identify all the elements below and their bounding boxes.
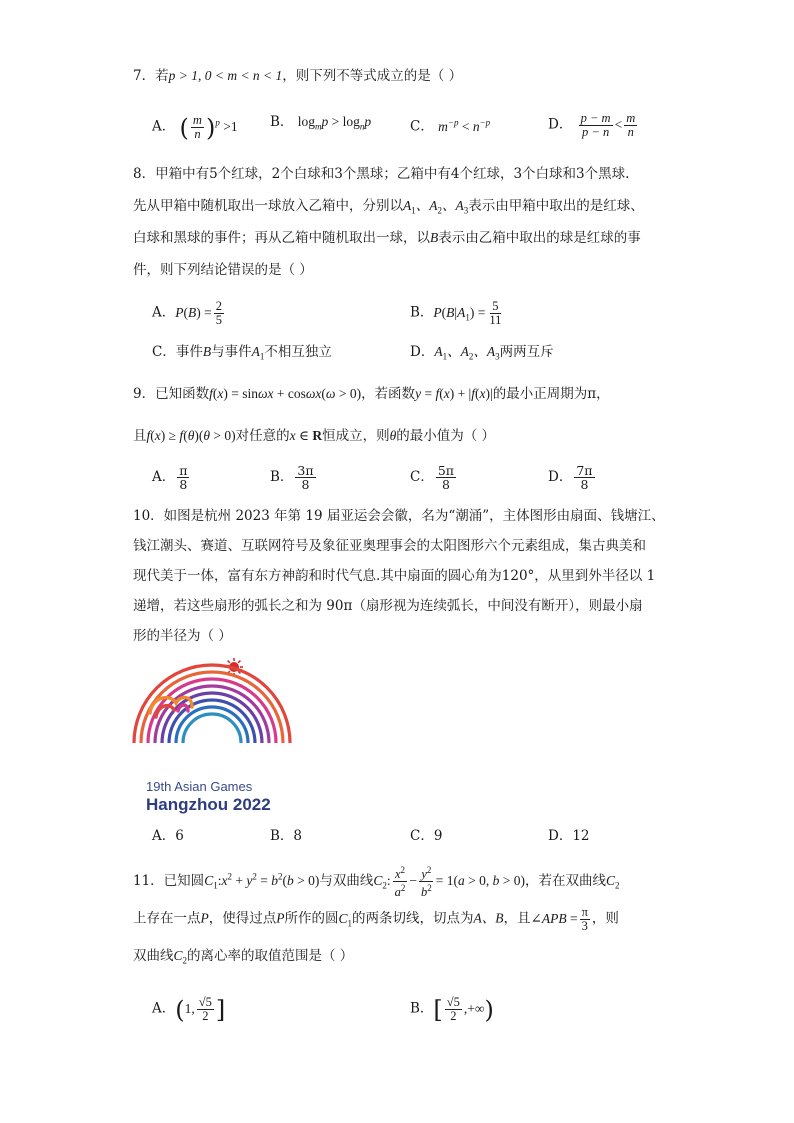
q10-option-b: B．8: [270, 828, 303, 844]
q11-option-b: [410, 996, 494, 1023]
q9-line2-c: 恒成立，则: [322, 428, 390, 444]
q9-option-a: [152, 464, 191, 491]
q9-option-b: [270, 464, 318, 491]
q8-option-a: [152, 300, 226, 327]
q11-option-a-letter: A．: [152, 1000, 176, 1017]
q10-line2: 钱江潮头、赛道、互联网符号及象征亚奥理事会的太阳图形六个元素组成，集古典美和: [133, 538, 646, 554]
q11-option-b-expr: [ $\frac{√5}{2}$ ,+∞): [433, 995, 494, 1024]
q8-option-c-a1: $A_1$: [251, 344, 265, 362]
q11-option-a: [152, 996, 225, 1023]
q8-line4: 件，则下列结论错误的是（ ）: [133, 262, 313, 278]
q9-option-c-frac: [436, 464, 456, 491]
q11-line2-a: 上存在一点: [133, 910, 201, 927]
q11-line3-b: 的离心率的取值范围是（ ）: [187, 948, 354, 964]
q9-line2-d: 的最小值为（ ）: [396, 428, 496, 444]
q9-option-c-letter: C．: [410, 469, 434, 485]
q10-line1: 10．如图是杭州 2023 年第 19 届亚运会会徽，名为“潮涌”，主体图形由扇面、钱塘江、: [133, 508, 665, 524]
q11-line1: [133, 864, 619, 899]
q8-line2: [133, 196, 644, 221]
asian-games-emblem-icon: [130, 655, 300, 780]
q10-line5: 形的半径为（ ）: [133, 628, 232, 644]
q8-option-c-a: C．事件: [152, 344, 203, 360]
q7-option-b-letter: B．: [270, 114, 294, 130]
q8-line1: 8．甲箱中有5个红球，2个白球和3个黑球；乙箱中有4个红球，3个白球和3个黑球.: [133, 166, 630, 182]
q10-line3: 现代美于一体，富有东方神韵和时代气息.其中扇面的圆心角为120°，从里到外半径以 1: [133, 568, 656, 584]
q7-suffix: ，则下列不等式成立的是（ ）: [282, 68, 463, 84]
q8-option-a-letter: A．: [152, 304, 176, 321]
q9-line2-a: 且: [133, 428, 147, 444]
q8-option-a-expr: P(B) = $\frac{2}{5}$: [175, 299, 222, 327]
q9-option-d: [548, 464, 597, 491]
q9-line1: 9．已知函数f(x) = sinωx + cosωx(ω > 0)，若函数y = f(x) + |f(x)|的最小正周期为π，: [133, 386, 610, 402]
q8-events: $A_1$、$A_2$、$A_3$: [403, 198, 469, 216]
q9-option-b-num: 3π: [297, 463, 314, 478]
q7-option-a-expr: ( $\frac{m}{n}$ )$^p$ >1: [179, 112, 238, 142]
q9-option-a-frac: [177, 464, 189, 491]
q7-option-a: [152, 112, 238, 141]
q7-option-d-expr: $\frac{p - m}{p - n}$ < $\frac{m}{n}$: [580, 111, 636, 139]
q8-option-c-b: B: [202, 344, 212, 359]
q7-prefix: 7．若: [133, 68, 169, 84]
q11-line1-a: 11．已知圆: [133, 872, 205, 889]
q9-line1-b: ，若函数: [361, 386, 416, 402]
q11-line1-b: 与双曲线: [319, 872, 374, 889]
asian-games-logo: [130, 655, 300, 820]
q7-option-c: [410, 112, 490, 137]
q8-line2-a: 先从甲箱中随机取出一球放入乙箱中，分别以: [133, 198, 403, 214]
q7-option-a-letter: A．: [152, 118, 176, 135]
q9-domain: x ∈ R: [289, 428, 323, 443]
q9-option-b-letter: B．: [270, 469, 294, 485]
q9-option-d-den: 8: [580, 477, 589, 492]
q11-hyperbola: $C_2$: $\frac{x^2}{a^2}$ − $\frac{y^2}{b^2}$ = 1(a > 0, b > 0): [373, 865, 525, 900]
q7-option-d: [548, 112, 639, 139]
q11-line2-d: 的两条切线，切点为: [352, 910, 474, 927]
q9-option-c-num: 5π: [437, 463, 455, 478]
q7-option-b-expr: $\log_mp > \log_np$: [297, 114, 372, 132]
q8-option-c-mid: 与事件: [211, 344, 252, 360]
q9-option-d-frac: [574, 464, 594, 491]
q8-line2-b: 表示由甲箱中取出的是红球、: [468, 198, 644, 214]
q9-option-b-den: 8: [301, 477, 310, 492]
q7-option-c-letter: C．: [410, 118, 434, 135]
q9-line2-b: 对任意的: [235, 428, 290, 444]
logo-caption-line2: Hangzhou 2022: [146, 795, 271, 814]
q9-theta: θ: [389, 428, 397, 443]
q11-line2-c: 所作的圆: [284, 910, 339, 927]
q11-line2-f: ，则: [591, 910, 619, 927]
q9-option-c-den: 8: [441, 477, 450, 492]
q11-line1-c: ，若在双曲线: [524, 872, 606, 889]
q9-option-d-num: 7π: [576, 463, 593, 478]
q8-option-d-events: $A_1$、$A_2$、$A_3$: [434, 344, 500, 362]
q10-option-d: D．12: [548, 828, 590, 844]
q11-line2-e: ，且: [503, 910, 531, 927]
q8-option-d-end: 两两互斥: [499, 344, 554, 360]
q9-option-b-frac: [295, 464, 315, 491]
q11-line3-a: 双曲线: [133, 948, 174, 964]
q9-option-a-letter: A．: [152, 469, 176, 485]
q8-option-b-expr: $P(B|A_1)$ = $\frac{5}{11}$: [433, 299, 502, 327]
q9-function: f(x) = sinωx + cosωx(ω > 0): [209, 386, 362, 401]
q8-option-d: [410, 342, 554, 367]
q11-option-a-expr: (1, $\frac{√5}{2}$ ]: [175, 995, 226, 1024]
q7-option-d-letter: D．: [548, 116, 573, 133]
q9-inequality: f(x) ≥ f(θ)(θ > 0): [146, 428, 236, 443]
q9-option-a-num: π: [179, 463, 188, 478]
q7-stem: [133, 66, 462, 86]
q9-line1-c: 的最小正周期为: [492, 386, 588, 402]
q10-option-c: C．9: [410, 828, 443, 844]
q11-angle: ∠APB = $\frac{\pi}{3}$: [530, 905, 588, 933]
q9-option-c: [410, 464, 458, 491]
q9-option-d-letter: D．: [548, 469, 573, 485]
q9-function-y: y = f(x) + |f(x)|: [415, 386, 493, 401]
q7-option-b: [270, 112, 371, 137]
logo-caption-line1: 19th Asian Games: [146, 779, 253, 794]
q8-option-c-end: 不相互独立: [264, 344, 332, 360]
q11-c2: $C_2$: [605, 872, 620, 891]
q8-option-d-letter: D．: [410, 344, 435, 360]
q8-option-b: [410, 300, 505, 327]
q8-line3: [133, 228, 641, 248]
q8-event-b: B: [430, 230, 439, 245]
q8-line3-a: 白球和黑球的事件；再从乙箱中随机取出一球，以: [133, 230, 430, 246]
q11-line3: 双曲线$C_2$的离心率的取值范围是（ ）: [133, 948, 354, 966]
q8-line3-b: 表示由乙箱中取出的球是红球的事: [438, 230, 641, 246]
q8-option-b-letter: B．: [410, 304, 434, 321]
q11-option-b-letter: B．: [410, 1000, 434, 1017]
q10-line4: 递增，若这些扇形的弧长之和为 90π（扇形视为连续弧长，中间没有断开），则最小扇: [133, 598, 643, 614]
q11-circle: $C_1:x^2 + y^2 = b^2(b > 0)$: [204, 871, 320, 891]
q7-option-c-expr: $m^{-p} < n^{-p}$: [438, 117, 491, 134]
q9-line1-a: 9．已知函数: [133, 386, 210, 402]
q9-line2: [133, 426, 495, 446]
q9-option-a-den: 8: [179, 477, 188, 492]
q11-line2: 上存在一点P，使得过点P所作的圆$C_1$的两条切线，切点为A、B，且∠APB = $\frac{\pi}{3}$ ，则: [133, 905, 619, 933]
q10-option-a: A．6: [152, 828, 184, 844]
q7-condition: p > 1, 0 < m < n < 1: [168, 68, 283, 83]
q11-line2-b: ，使得过点: [208, 910, 277, 927]
q8-option-c: [152, 342, 332, 367]
